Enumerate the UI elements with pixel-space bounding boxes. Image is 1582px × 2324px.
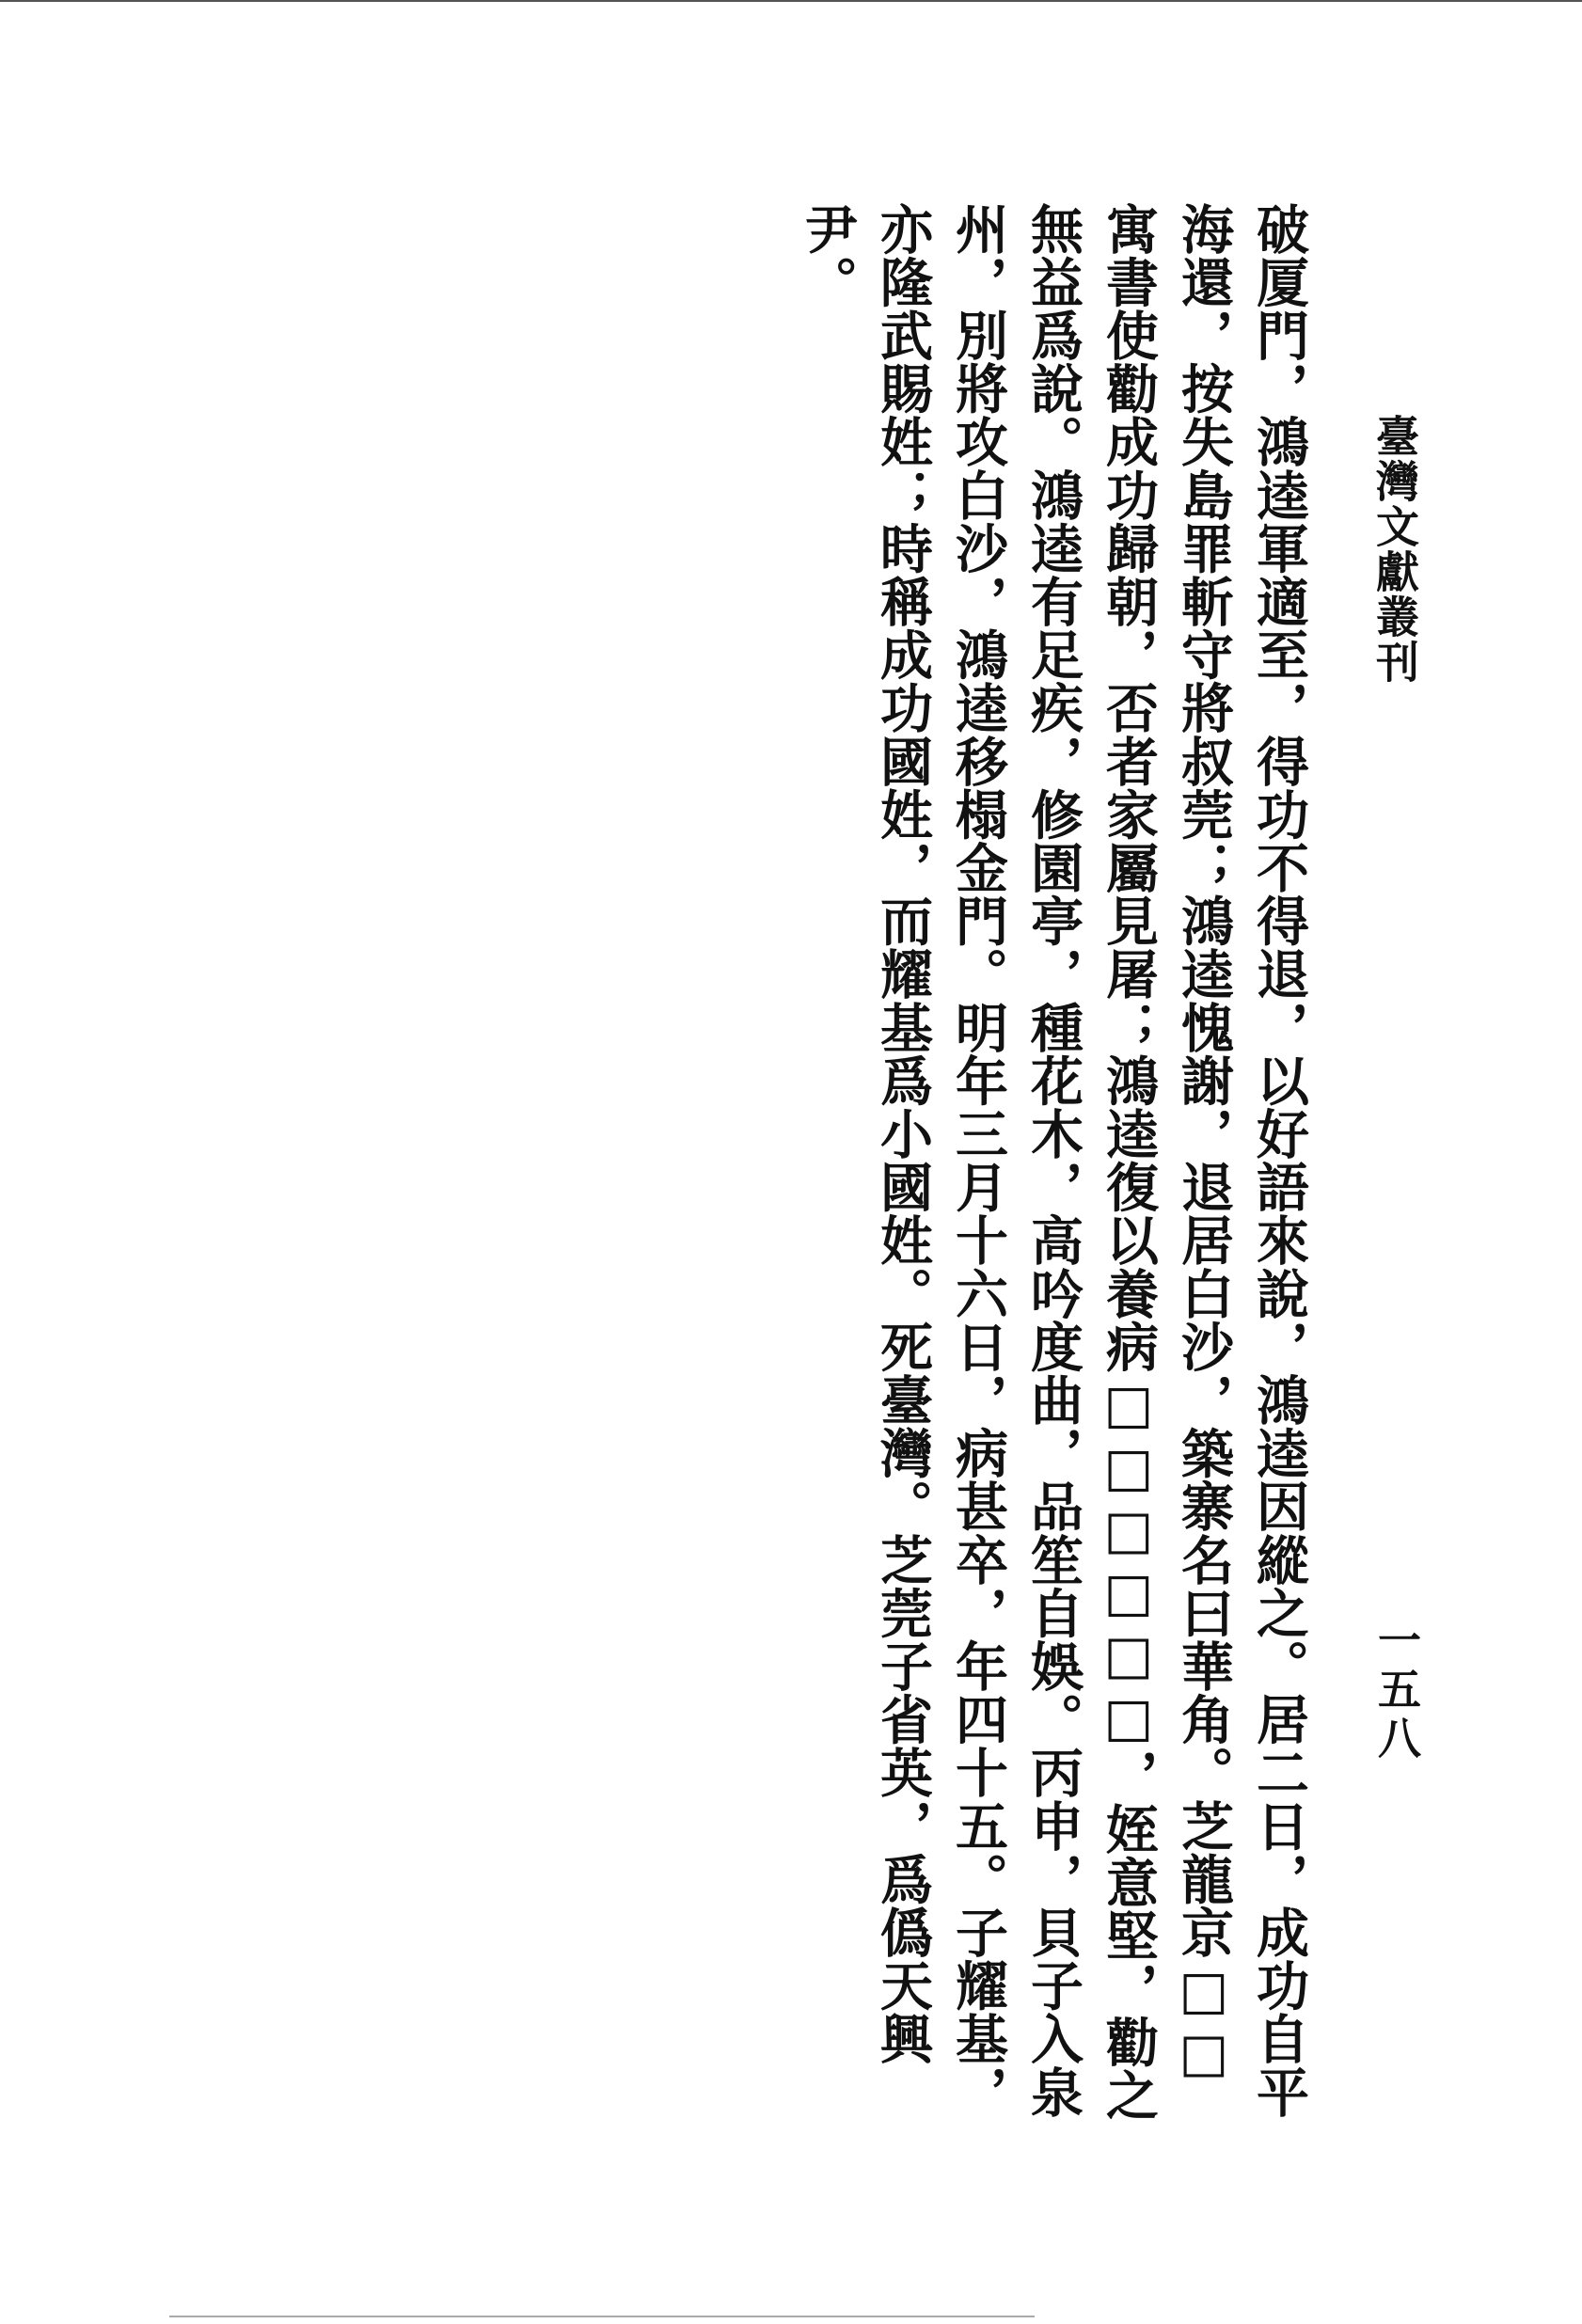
running-header-title: 臺灣文獻叢刊	[1369, 414, 1420, 685]
bottom-scan-rule	[169, 2316, 1035, 2317]
top-edge-rule	[0, 0, 1582, 2]
body-text-block	[536, 202, 1317, 2130]
body-paragraph: 破厦門，鴻逵軍適至，得功不得退，以好語來說，鴻逵因縱之。居二日，成功自平海還，按失島罪斬守將叔莞；鴻逵愧謝，退居白沙，築寨名曰華角。芝龍京□□寓書使勸成功歸朝，否者家屬見屠；鴻逵復以養病□□□□□□，姪意堅，勸之無益爲說。鴻逵有足疾，修園亭，種花木，高吟度曲，品笙自娛。丙申，貝子入泉州，別將攻白沙，鴻逵移榻金門。明年三月十六日，病甚卒，年四十五。子耀基，亦隆武賜姓；時稱成功國姓，而耀基爲小國姓。死臺灣。芝莞子省英，爲僞天興尹。	[797, 202, 1310, 2122]
page-number: 一五八	[1371, 1618, 1422, 1764]
